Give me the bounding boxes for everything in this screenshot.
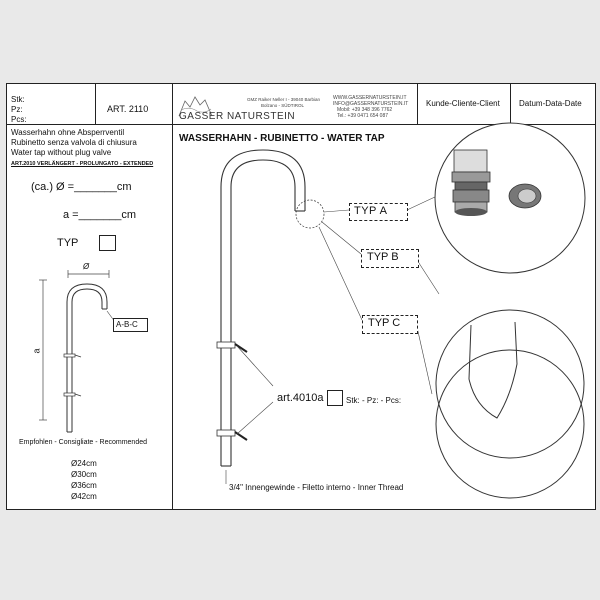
size-36: Ø36cm xyxy=(71,481,97,490)
technical-sheet xyxy=(6,83,596,510)
contact-mobile: Mobil: +39 348 396 7762 xyxy=(337,107,393,113)
main-title: WASSERHAHN - RUBINETTO - WATER TAP xyxy=(179,133,385,144)
size-42: Ø42cm xyxy=(71,492,97,501)
pcs-label: Pcs: xyxy=(11,115,27,124)
height-label: a xyxy=(31,348,42,354)
type-detail-views xyxy=(7,84,595,509)
art-option-checkbox[interactable] xyxy=(327,390,343,406)
type-label: A-B-C xyxy=(116,320,138,329)
client-label: Kunde-Cliente-Client xyxy=(426,99,500,108)
contact-web: WWW.GASSERNATURSTEIN.IT xyxy=(333,95,407,101)
typ-a-label: TYP A xyxy=(354,205,388,217)
recommended-title: Empfohlen - Consigliate - Recommended xyxy=(19,439,148,446)
description-de: Wasserhahn ohne Absperrventil xyxy=(11,128,125,137)
diameter-symbol: Ø xyxy=(83,262,90,271)
company-address-1: GMZ Raiker Neller I - 39040 Barbian xyxy=(247,97,321,102)
article-number: ART. 2110 xyxy=(107,104,149,114)
size-24: Ø24cm xyxy=(71,459,97,468)
art-option-units: Stk: - Pz: - Pcs: xyxy=(346,396,402,405)
art-option-label: art.4010a xyxy=(277,392,324,404)
company-name: GASSER NATURSTEIN xyxy=(179,111,296,122)
a-field: a =_______cm xyxy=(63,209,137,221)
typ-field: TYP xyxy=(57,237,79,249)
size-30: Ø30cm xyxy=(71,470,97,479)
contact-email: INFO@GASSERNATURSTEIN.IT xyxy=(333,101,409,107)
diameter-field: (ca.) Ø =_______cm xyxy=(31,181,132,193)
extended-note: ART.2010 VERLÄNGERT - PROLUNGATO - EXTENDED xyxy=(11,161,154,167)
description-it: Rubinetto senza valvola di chiusura xyxy=(11,138,137,147)
pz-label: Pz: xyxy=(11,105,23,114)
company-address-2: Bolzano - SÜDTIROL xyxy=(261,103,305,108)
description-en: Water tap without plug valve xyxy=(11,148,112,157)
typ-b-label: TYP B xyxy=(367,251,399,263)
date-label: Datum-Data-Date xyxy=(519,99,582,108)
stk-label: Stk: xyxy=(11,95,25,104)
contact-phone: Tel.: +39 0471 654 087 xyxy=(337,113,389,119)
typ-c-label: TYP C xyxy=(368,317,401,329)
thread-note: 3/4" Innengewinde - Filetto interno - Inner Thread xyxy=(229,483,404,492)
